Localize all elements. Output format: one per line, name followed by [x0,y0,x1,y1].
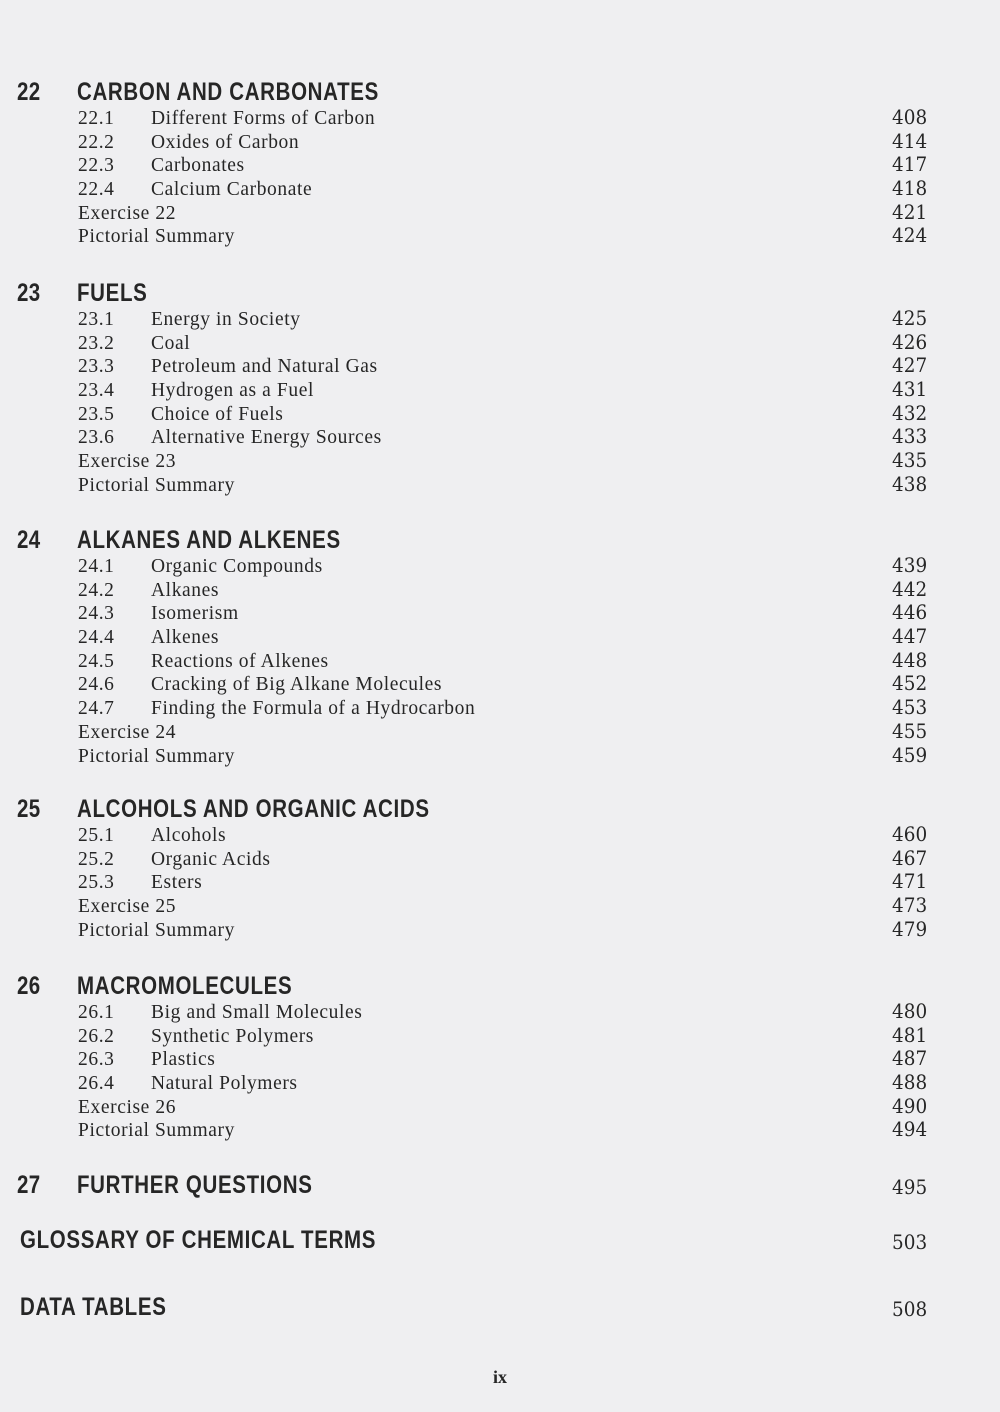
chapter-heading[interactable] [0,1293,1000,1323]
toc-entry[interactable] [0,306,1000,333]
section-title: Organic Compounds [151,556,323,577]
section-number: 26.4 [78,1073,115,1095]
section-page: 447 [891,624,927,649]
section-page: 448 [891,647,927,672]
chapter-title: GLOSSARY OF CHEMICAL TERMS [20,1226,377,1254]
chapter-title: ALCOHOLS AND ORGANIC ACIDS [77,795,430,823]
chapter-number: 26 [17,972,41,1000]
section-title: Reactions of Alkenes [151,650,329,672]
section-number: 24.6 [78,674,115,696]
chapter-heading[interactable] [0,279,1000,309]
chapter-title: DATA TABLES [20,1293,167,1321]
section-number: 24.1 [78,556,115,577]
chapter-number: 23 [17,279,41,307]
section-number: 26.3 [78,1049,115,1071]
section-page: 467 [891,845,927,870]
toc-entry[interactable] [0,329,1000,357]
section-page: 431 [891,377,927,402]
section-number: 22.3 [78,155,115,177]
toc-entry[interactable] [0,916,1000,944]
chapter-heading[interactable] [0,1171,1000,1201]
chapter-heading[interactable] [0,972,1000,1002]
section-page: 426 [891,329,927,354]
section-page: 439 [891,553,927,577]
section-title: Cracking of Big Alkane Molecules [151,674,443,696]
section-page: 460 [891,822,927,846]
section-page: 459 [891,742,927,767]
toc-entry[interactable] [0,353,1000,380]
section-page: 452 [891,671,927,696]
chapter-title: ALKANES AND ALKENES [77,526,341,554]
section-title: Pictorial Summary [78,745,235,767]
section-title: Different Forms of Carbon [151,108,376,129]
chapter-heading[interactable] [0,1226,1000,1256]
section-number: 23.6 [78,427,115,449]
section-page: 471 [891,869,927,894]
section-number: 25.2 [78,848,115,870]
chapter-page: 508 [891,1297,927,1321]
section-page: 473 [891,893,927,918]
toc-entry[interactable] [0,647,1000,675]
section-title: Coal [151,332,191,354]
section-page: 414 [891,128,927,153]
section-number: 25.3 [78,872,115,894]
toc-entry[interactable] [0,999,1000,1026]
toc-entry[interactable] [0,718,1000,746]
toc-entry[interactable] [0,199,1000,227]
section-number: 26.1 [78,1002,115,1023]
toc-entry[interactable] [0,223,1000,250]
toc-entry[interactable] [0,893,1000,920]
section-page: 487 [891,1046,927,1071]
section-page: 435 [891,448,927,473]
section-title: Esters [151,872,203,894]
section-title: Oxides of Carbon [151,131,300,153]
chapter-title: FURTHER QUESTIONS [77,1171,313,1199]
section-page: 446 [891,600,927,625]
section-title: Carbonates [151,155,245,177]
chapter-title: MACROMOLECULES [77,972,293,1000]
toc-entry[interactable] [0,695,1000,722]
section-title: Isomerism [151,603,239,625]
section-page: 494 [891,1117,927,1142]
toc-entry[interactable] [0,671,1000,698]
section-title: Plastics [151,1049,216,1071]
section-title: Synthetic Polymers [151,1025,315,1047]
toc-entry[interactable] [0,553,1000,580]
section-title: Exercise 22 [78,202,177,224]
toc-entry[interactable] [0,869,1000,896]
section-title: Exercise 23 [78,451,177,473]
toc-entry[interactable] [0,176,1000,203]
chapter-number: 27 [17,1171,41,1199]
section-number: 22.4 [78,179,115,201]
section-page: 480 [891,999,927,1023]
toc-entry[interactable] [0,742,1000,770]
section-title: Exercise 26 [78,1096,177,1118]
page-number: ix [492,1367,507,1387]
section-title: Exercise 25 [78,896,177,918]
chapter-title: CARBON AND CARBONATES [77,78,379,106]
toc-entry[interactable] [0,1070,1000,1097]
chapter-section [0,1226,1000,1256]
section-page: 455 [891,718,927,743]
chapter-section [0,279,1000,499]
section-page: 408 [891,105,927,129]
chapter-section [0,78,1000,250]
section-page: 479 [891,916,927,941]
section-number: 24.7 [78,698,115,720]
toc-entry[interactable] [0,471,1000,499]
section-number: 23.1 [78,309,115,330]
section-number: 22.1 [78,108,115,129]
section-number: 26.2 [78,1025,115,1047]
section-title: Exercise 24 [78,721,177,743]
section-page: 433 [891,424,927,449]
section-number: 24.4 [78,627,115,649]
section-title: Finding the Formula of a Hydrocarbon [151,698,476,720]
chapter-section [0,1293,1000,1323]
section-number: 23.3 [78,356,115,378]
section-page: 490 [891,1093,927,1118]
section-title: Alkanes [151,579,220,601]
toc-entry[interactable] [0,400,1000,428]
toc-entry[interactable] [0,1022,1000,1050]
section-title: Alternative Energy Sources [151,427,382,449]
section-title: Alkenes [151,627,220,649]
section-title: Alcohols [151,825,227,846]
section-title: Pictorial Summary [78,474,235,496]
toc-entry[interactable] [0,377,1000,404]
section-title: Energy in Society [151,309,301,330]
toc-entry[interactable] [0,448,1000,475]
section-page: 424 [891,223,927,248]
section-page: 481 [891,1022,927,1047]
chapter-heading[interactable] [0,526,1000,556]
section-title: Choice of Fuels [151,403,284,425]
section-page: 453 [891,695,927,720]
section-page: 432 [891,400,927,425]
section-number: 23.5 [78,403,115,425]
section-title: Natural Polymers [151,1073,298,1095]
section-number: 22.2 [78,131,115,153]
toc-entry[interactable] [0,845,1000,873]
section-title: Calcium Carbonate [151,179,313,201]
section-number: 24.3 [78,603,115,625]
section-page: 488 [891,1070,927,1095]
chapter-section [0,1171,1000,1201]
chapter-number: 22 [17,78,41,106]
section-number: 23.4 [78,380,115,402]
chapter-title: FUELS [77,279,148,307]
chapter-number: 25 [17,795,41,823]
section-number: 25.1 [78,825,115,846]
toc-entry[interactable] [0,600,1000,627]
toc-entry[interactable] [0,152,1000,179]
chapter-section [0,526,1000,769]
toc-entry[interactable] [0,1093,1000,1121]
toc-entry[interactable] [0,1046,1000,1073]
section-page: 421 [891,199,927,224]
section-title: Petroleum and Natural Gas [151,356,378,378]
section-page: 417 [891,152,927,177]
section-page: 425 [891,306,927,330]
toc-entry[interactable] [0,576,1000,604]
chapter-heading[interactable] [0,795,1000,825]
toc-entry[interactable] [0,1117,1000,1144]
chapter-page: 495 [891,1175,927,1199]
section-title: Hydrogen as a Fuel [151,380,314,402]
chapter-number: 24 [17,526,41,554]
section-title: Organic Acids [151,848,271,870]
toc-entry[interactable] [0,105,1000,132]
section-page: 427 [891,353,927,378]
section-title: Pictorial Summary [78,919,235,941]
section-title: Pictorial Summary [78,1120,235,1142]
section-page: 438 [891,471,927,496]
section-number: 24.2 [78,579,115,601]
section-page: 442 [891,576,927,601]
section-number: 24.5 [78,650,115,672]
toc-entry[interactable] [0,822,1000,849]
section-page: 418 [891,176,927,201]
chapter-section [0,795,1000,943]
section-number: 23.2 [78,332,115,354]
chapter-section [0,972,1000,1144]
section-title: Pictorial Summary [78,226,235,248]
toc-entry[interactable] [0,624,1000,651]
chapter-heading[interactable] [0,78,1000,108]
section-title: Big and Small Molecules [151,1002,363,1023]
toc-entry[interactable] [0,424,1000,451]
chapter-page: 503 [891,1230,927,1254]
toc-entry[interactable] [0,128,1000,156]
